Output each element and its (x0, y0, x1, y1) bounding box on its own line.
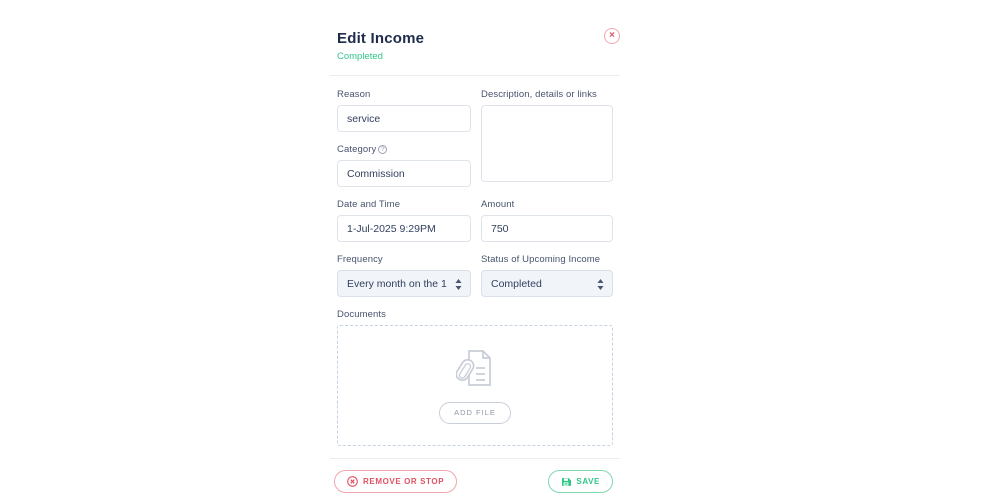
edit-income-dialog (330, 0, 620, 493)
file-dropzone[interactable] (337, 325, 613, 446)
save-label: SAVE (576, 477, 600, 486)
chevron-up-down-icon (455, 279, 462, 293)
documents-label: Documents (337, 309, 386, 320)
status-select[interactable] (481, 270, 613, 297)
page-title: Edit Income (337, 30, 425, 47)
add-file-button[interactable]: ADD FILE (439, 402, 511, 424)
edit-income-form (330, 76, 620, 446)
status-field-group (481, 254, 613, 297)
circle-x-icon (347, 476, 358, 487)
category-field-group (337, 144, 471, 187)
reason-input[interactable] (337, 105, 471, 132)
amount-input[interactable] (481, 215, 613, 242)
category-label (337, 144, 471, 155)
frequency-field-group (337, 254, 471, 297)
dialog-header (330, 30, 620, 62)
status-select-value: Completed (491, 277, 542, 290)
save-button[interactable] (548, 470, 613, 493)
remove-or-stop-label: REMOVE OR STOP (363, 477, 445, 486)
frequency-label: Frequency (337, 254, 383, 265)
documents-field-group (337, 309, 613, 446)
chevron-up-down-icon (597, 279, 604, 293)
reason-field-group (337, 89, 471, 132)
reason-label: Reason (337, 89, 371, 100)
save-floppy-icon (561, 477, 571, 487)
frequency-select[interactable] (337, 270, 471, 297)
status-upcoming-label: Status of Upcoming Income (481, 254, 601, 265)
status-badge: Completed (337, 51, 383, 62)
dialog-footer (330, 459, 620, 493)
close-icon[interactable]: × (604, 28, 620, 44)
category-label-text: Category (337, 144, 377, 155)
help-icon[interactable]: ? (378, 145, 387, 154)
datetime-field-group (337, 199, 471, 242)
frequency-select-value: Every month on the 1 (347, 277, 447, 290)
description-label: Description, details or links (481, 89, 597, 100)
amount-label: Amount (481, 199, 515, 210)
description-textarea[interactable] (481, 105, 613, 182)
remove-or-stop-button[interactable] (334, 470, 457, 493)
category-input[interactable] (337, 160, 471, 187)
datetime-label: Date and Time (337, 199, 401, 210)
description-field-group (481, 89, 613, 187)
amount-field-group (481, 199, 613, 242)
datetime-input[interactable] (337, 215, 471, 242)
attachment-document-icon (456, 348, 494, 393)
